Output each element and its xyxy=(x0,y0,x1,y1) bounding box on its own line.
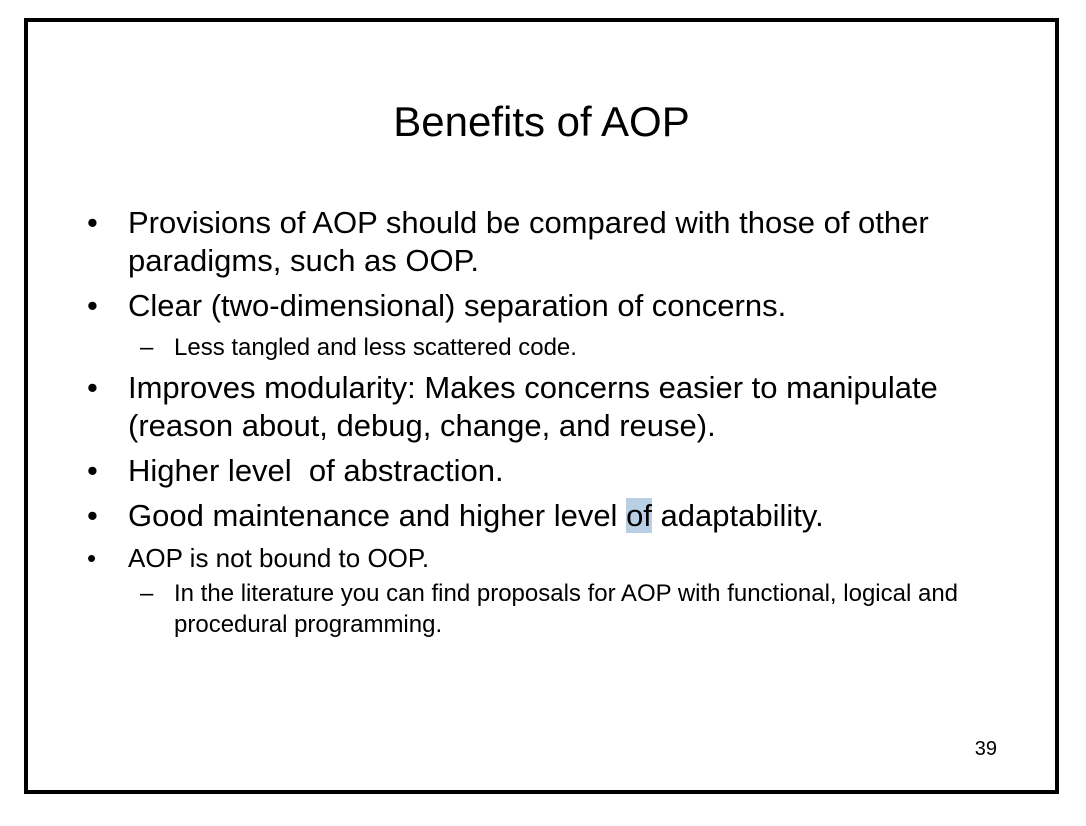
sub-bullet-item xyxy=(84,332,1004,363)
bullet-text-after: adaptability. xyxy=(651,498,824,533)
bullet-text: Provisions of AOP should be compared with those of other paradigms, such as OOP. xyxy=(128,205,929,278)
bullet-text xyxy=(128,498,824,533)
bullet-item xyxy=(84,204,1004,280)
bullet-text: Clear (two-dimensional) separation of concerns. xyxy=(128,288,787,323)
bullet-text: Improves modularity: Makes concerns easier to manipulate (reason about, debug, change, and reuse). xyxy=(128,370,938,443)
selected-text-highlight[interactable]: of xyxy=(626,498,652,533)
bullet-marker: • xyxy=(87,498,98,533)
sub-bullet-text: In the literature you can find proposals for AOP with functional, logical and procedural programming. xyxy=(174,580,959,638)
dash-marker: – xyxy=(140,334,154,361)
bullet-marker: • xyxy=(87,370,98,405)
bullet-list xyxy=(84,204,1004,646)
slide-title: Benefits of AOP xyxy=(393,98,690,145)
slide xyxy=(24,18,1059,794)
sub-bullet-text: Less tangled and less scattered code. xyxy=(174,334,577,361)
bullet-marker: • xyxy=(87,205,98,240)
bullet-marker: • xyxy=(87,543,97,573)
bullet-item xyxy=(84,287,1004,325)
dash-marker: – xyxy=(140,580,154,607)
sub-bullet-item xyxy=(84,578,1004,640)
bullet-item xyxy=(84,452,1004,490)
bullet-item xyxy=(84,542,1004,574)
bullet-item xyxy=(84,497,1004,535)
bullet-text-before: Good maintenance and higher level xyxy=(128,498,627,533)
page-number: 39 xyxy=(974,738,997,760)
bullet-marker: • xyxy=(87,453,98,488)
bullet-marker: • xyxy=(87,288,98,323)
bullet-item xyxy=(84,369,1004,445)
bullet-text: AOP is not bound to OOP. xyxy=(128,543,430,573)
bullet-text: Higher level of abstraction. xyxy=(128,453,504,488)
